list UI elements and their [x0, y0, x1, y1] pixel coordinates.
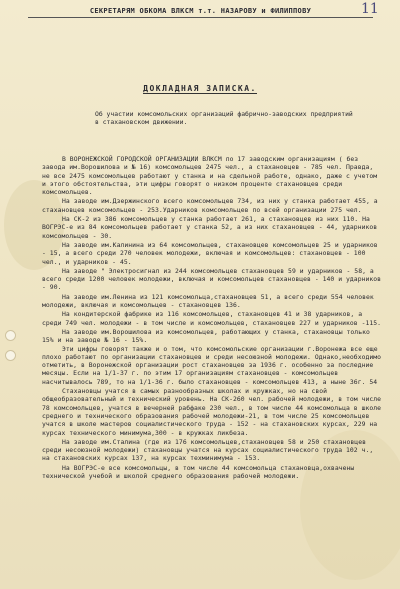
- body-paragraph: На кондитерской фабрике из 116 комсомольцев, стахановцев 41 и 38 ударников, а среди 749 чел. молодежи - в том числе и комсомольцев, стахановцев 227 и ударников -115.: [42, 310, 382, 327]
- document-title: [0, 84, 400, 93]
- body-paragraph: На заводе " Электросигнал из 244 комсомольцев стахановцев 59 и ударников - 58, а всего среди 1200 человек молодежи, включая и комсомольцев стахановцев - 140 и ударников - 90.: [42, 266, 382, 292]
- body-paragraph: Эти цифры говорят также и о том, что комсомольские организации г.Воронежа все еще плохо работают по организации стахановцев и среди несоюзной молодежи. Однако,необходимо отметить, в Воронежской организации рост стахановцев за 1936 г. особенно за последние месяцы. Если на 1/1-37 г. по этим 17 организациям стахановцев - комсомольцев насчитывалось 789, то на 1/1-36 г. было стахановцев - комсомольцев 413, а ныне 36г. 54: [42, 344, 382, 386]
- body-paragraph: На заводе им.Дзержинского всего комсомольцев 734, из них у станка работает 455, а стахановцев комсомольцев - 253.Ударников комсомольцев по всей организации 275 чел.: [42, 197, 378, 214]
- document-body: [42, 155, 382, 481]
- body-paragraph: Стахановцы учатся в самых разнообразных школах и кружках, но на свой общеобразовательный и технический уровень. На СК-260 чел. рабочей молодежи, в том числе 78 комсомольцев, учатся в вечерней рабфаке 230 чел., в том числе 44 комсомольца в школе среднего и технического образования рабочей молодежи-21, в том числе 25 комсомольцев учатся в школе мастеров социалистического труда - 152 - на стахановских курсах, 229 на курсах технического минимума,300 - в кружках ликбеза.: [42, 387, 382, 437]
- body-paragraph: На СК-2 из 386 комсомольцев у станка работает 261, а стахановцев из них 110. На ВОГРЭС-е из 84 комсомольцев работает у станка 52, а из них стахановцев - 44, ударников комсомольцев - 30.: [42, 215, 378, 240]
- punch-hole-icon: [5, 350, 16, 361]
- body-paragraph: На заводе им.Ленина из 121 комсомольца,стахановцев 51, а всего среди 554 человек молодежи, включая и комсомольцев - стахановцев 136.: [42, 292, 374, 310]
- handwritten-page-mark: 11: [361, 1, 379, 17]
- document-subject: Об участии комсомольских организаций фабрично-заводских предприятий в стахановском движении.: [95, 110, 353, 127]
- body-paragraph: На заводе им.Ворошилова из комсомольцев, работающих у станка, стахановцы только 15% и на заводе № 16 - 15%.: [42, 327, 370, 345]
- body-paragraph: В ВОРОНЕЖСКОЙ ГОРОДСКОЙ ОРГАНИЗАЦИИ ВЛКСМ по 17 заводским организациям ( без завода им.Ворошилова и № 16) комсомольцев 2475 чел., а стахановцев - 785 чел. Правда, не все 2475 комсомольцев работают у станка и на сдельной работе, однако, даже с учетом и этого обстоятельства, эти цифры говорят о низком проценте стахановцев среди комсомольцев.: [42, 155, 378, 197]
- document-title-text: ДОКЛАДНАЯ ЗАПИСКА.: [143, 84, 257, 93]
- body-paragraph: На заводе им.Сталина (где из 176 комсомольцев,стахановцев 58 и 250 стахановцев среди несоюзной молодежи) стахановцы учатся на курсах социалистического труда 102 ч., на стахановских курсах 137, на курсах техминимума - 153.: [42, 437, 374, 463]
- addressee-header: СЕКРЕТАРЯМ ОБКОМА ВЛКСМ т.т. НАЗАРОВУ и ФИЛИППОВУ: [28, 7, 373, 18]
- body-paragraph: На заводе им.Калинина из 64 комсомольцев, стахановцев комсомольцев 25 и ударников - 15, а всего среди 270 человек молодежи, включая и комсомольцев: стахановцев - 100 чел., и ударников - 45.: [42, 240, 378, 266]
- punch-hole-icon: [5, 330, 16, 341]
- body-paragraph: На ВОГРЭС-е все комсомольцы, в том числе 44 комсомольца стахановца,охвачены технической учебой и школой среднего образования рабочей молодежи.: [42, 463, 355, 480]
